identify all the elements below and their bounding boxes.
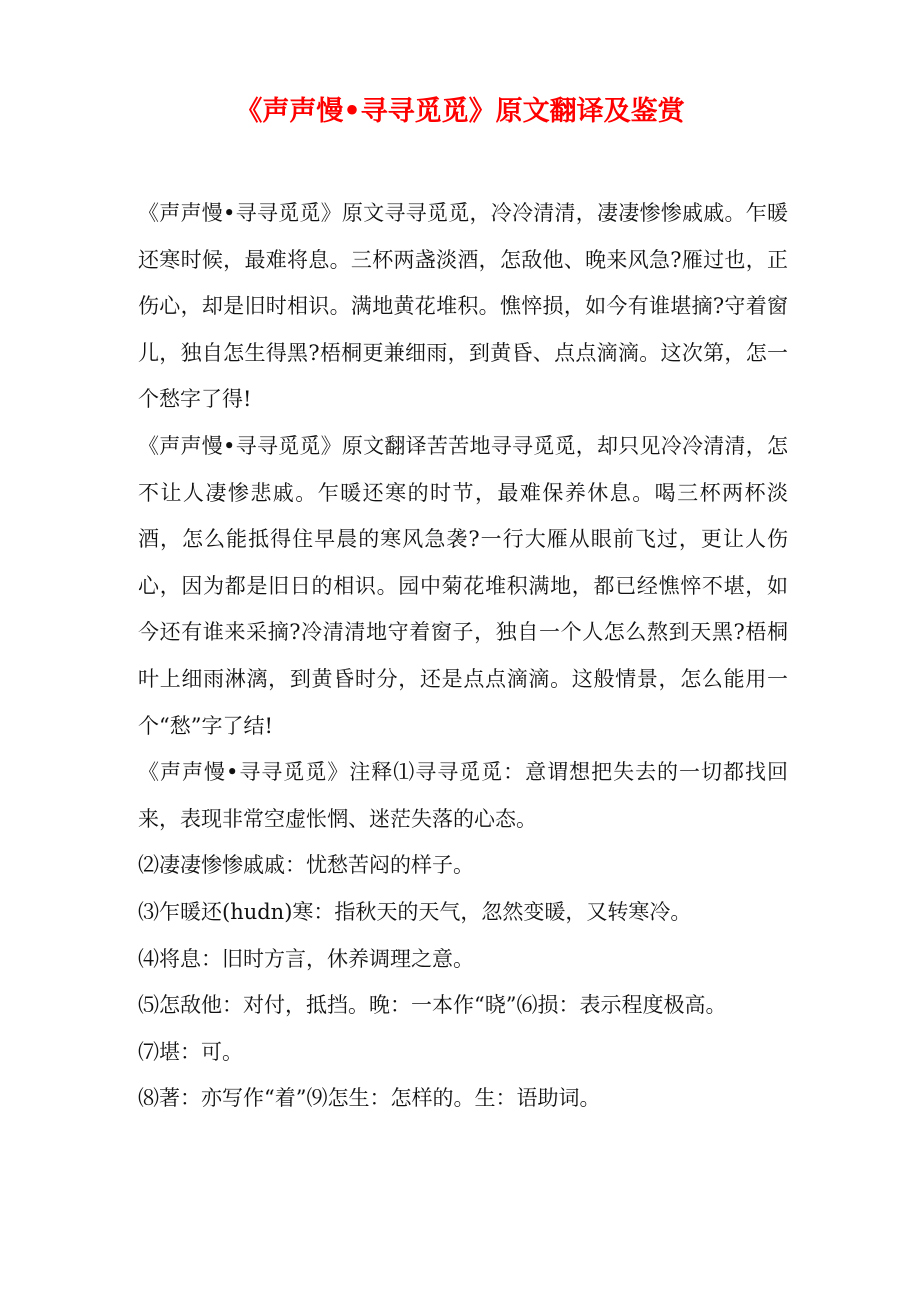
paragraph-note-4: ⑷将息：旧时方言，休养调理之意。: [138, 946, 474, 971]
paragraph-translation: 《声声慢•寻寻觅觅》原文翻译苦苦地寻寻觅觅，却只见冷冷清清，怎不让人凄惨悲戚。乍暖还寒的时节，最难保养休息。喝三杯两杯淡酒，怎么能抵得住早晨的寒风急袭?一行大雁从眼前飞过，更让人伤心，因为都是旧日的相识。园中菊花堆积满地，都已经憔悴不堪，如今还有谁来采摘?冷清清地守着窗子，独自一个人怎么熬到天黑?梧桐叶上细雨淋漓，到黄昏时分，还是点点滴滴。这般情景，怎么能用一个“愁”字了结!: [138, 433, 788, 738]
paragraph-note-1: 《声声慢•寻寻觅觅》注释⑴寻寻觅觅：意谓想把失去的一切都找回来，表现非常空虚怅惘、迷茫失落的心态。: [138, 760, 788, 831]
paragraph-original-text: 《声声慢•寻寻觅觅》原文寻寻觅觅，冷冷清清，凄凄惨惨戚戚。乍暖还寒时候，最难将息。三杯两盏淡酒，怎敌他、晚来风急?雁过也，正伤心，却是旧时相识。满地黄花堆积。憔悴损，如今有谁堪摘?守着窗儿，独自怎生得黑?梧桐更兼细雨，到黄昏、点点滴滴。这次第，怎一个愁字了得!: [138, 201, 788, 412]
paragraph-note-5-6: ⑸怎敌他：对付，抵挡。晚：一本作“晓”⑹损：表示程度极高。: [138, 993, 727, 1018]
paragraph-note-7: ⑺堪：可。: [138, 1039, 243, 1064]
document-body: [138, 190, 788, 1122]
paragraph-note-8-9: ⑻著：亦写作“着”⑼怎生：怎样的。生：语助词。: [138, 1086, 601, 1111]
paragraph-note-3: ⑶乍暖还(hudn)寒：指秋天的天气，忽然变暖，又转寒冷。: [138, 899, 692, 924]
paragraph-note-2: ⑵凄凄惨惨戚戚：忧愁苦闷的样子。: [138, 853, 474, 878]
document-title: 《声声慢•寻寻觅觅》原文翻译及鉴赏: [235, 96, 685, 127]
